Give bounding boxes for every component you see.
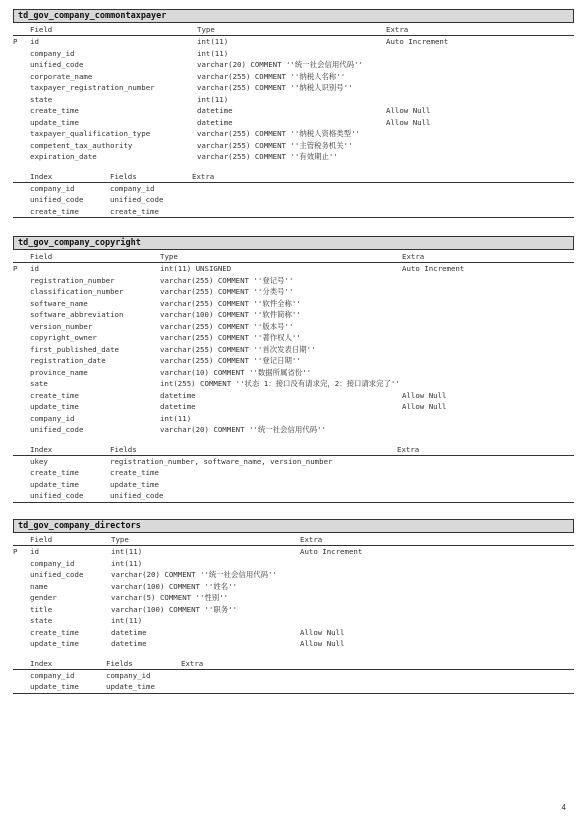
column-row: [13, 94, 574, 106]
column-field-name: province_name: [30, 367, 88, 377]
column-field-name: gender: [30, 593, 57, 602]
column-field-name: taxpayer_registration_number: [30, 83, 155, 92]
column-row: [13, 546, 574, 558]
column-extra: Allow Null: [402, 390, 447, 400]
index-row: [13, 490, 574, 502]
table-bottom-rule: [13, 693, 574, 694]
column-row: [13, 117, 574, 129]
column-type: datetime: [197, 117, 233, 127]
index-row: [13, 206, 574, 218]
index-fields: company_id: [106, 670, 151, 680]
table-title: td_gov_company_copyright: [13, 236, 574, 250]
column-field-name: state: [30, 616, 53, 625]
column-field-name: create_time: [30, 106, 79, 115]
column-field-name: create_time: [30, 627, 79, 637]
index-header-fields: Fields: [110, 444, 137, 454]
column-type: varchar(255) COMMENT ''分类号'': [160, 287, 294, 296]
primary-key-marker: P: [13, 37, 18, 46]
table-directors: [13, 519, 574, 694]
column-row: [13, 321, 574, 333]
column-row: [13, 390, 574, 402]
index-header-row: [13, 658, 574, 669]
column-field-name: update_time: [30, 639, 79, 648]
index-header-index: Index: [30, 444, 53, 454]
column-row: [13, 332, 574, 344]
column-field-name: classification_number: [30, 287, 124, 296]
column-extra: Allow Null: [386, 117, 431, 127]
column-row: [13, 424, 574, 436]
page-number: 4: [561, 803, 566, 812]
column-row: [13, 286, 574, 298]
column-header-field: Field: [30, 252, 53, 261]
column-field-name: registration_number: [30, 275, 115, 285]
column-field-name: expiration_date: [30, 152, 97, 161]
column-field-name: title: [30, 604, 53, 614]
column-row: [13, 105, 574, 117]
column-type: varchar(20) COMMENT ''统一社会信用代码'': [111, 570, 277, 579]
column-type: varchar(255) COMMENT ''软件全称'': [160, 298, 301, 308]
index-fields: create_time: [110, 468, 159, 477]
table-commontaxpayer: [13, 9, 574, 218]
column-type: int(11): [160, 413, 192, 423]
column-row: [13, 615, 574, 627]
column-field-name: update_time: [30, 402, 79, 411]
column-type: varchar(20) COMMENT ''统一社会信用代码'': [160, 425, 326, 434]
column-type: int(11): [197, 48, 229, 58]
column-type: varchar(255) COMMENT ''有效期止'': [197, 152, 338, 161]
index-header-row: [13, 171, 574, 182]
index-name: update_time: [30, 682, 79, 691]
column-row: [13, 309, 574, 321]
column-type: varchar(100) COMMENT ''软件简称'': [160, 310, 301, 319]
index-name: ukey: [30, 456, 48, 466]
column-row: [13, 275, 574, 287]
column-row: [13, 298, 574, 310]
table-bottom-rule: [13, 217, 574, 218]
column-extra: Auto Increment: [402, 264, 465, 273]
column-type: datetime: [197, 106, 233, 115]
column-field-name: unified_code: [30, 570, 84, 579]
column-header-type: Type: [160, 252, 178, 261]
column-field-name: company_id: [30, 558, 75, 568]
index-fields: registration_number, software_name, version_number: [110, 456, 333, 466]
column-field-name: create_time: [30, 390, 79, 400]
index-header-index: Index: [30, 171, 53, 181]
index-fields: company_id: [110, 183, 155, 193]
index-name: create_time: [30, 206, 79, 216]
column-type: varchar(5) COMMENT ''性别'': [111, 593, 229, 602]
index-fields: unified_code: [110, 195, 164, 204]
column-row: [13, 263, 574, 275]
column-type: int(11): [111, 616, 143, 625]
column-header-type: Type: [197, 25, 215, 34]
column-extra: Allow Null: [402, 402, 447, 411]
index-row: [13, 670, 574, 682]
column-type: int(11): [111, 547, 143, 556]
column-field-name: update_time: [30, 117, 79, 127]
column-header-row: [13, 251, 574, 262]
index-name: unified_code: [30, 491, 84, 500]
column-row: [13, 82, 574, 94]
column-row: [13, 627, 574, 639]
column-field-name: corporate_name: [30, 71, 93, 81]
column-field-name: unified_code: [30, 425, 84, 434]
column-field-name: state: [30, 94, 53, 104]
column-field-name: id: [30, 37, 39, 46]
column-type: int(11) UNSIGNED: [160, 264, 232, 273]
section-gap: [13, 436, 574, 443]
column-row: [13, 592, 574, 604]
index-header-fields: Fields: [110, 171, 137, 181]
column-row: [13, 36, 574, 48]
index-row: [13, 456, 574, 468]
column-header-type: Type: [111, 535, 129, 544]
index-header-fields: Fields: [106, 658, 133, 668]
column-row: [13, 48, 574, 60]
column-type: varchar(255) COMMENT ''纳税人资格类型'': [197, 129, 360, 138]
column-type: datetime: [160, 390, 196, 400]
index-fields: update_time: [110, 479, 159, 489]
column-type: varchar(255) COMMENT ''纳税人识别号'': [197, 83, 353, 92]
primary-key-marker: P: [13, 264, 18, 273]
column-type: varchar(255) COMMENT ''登记号'': [160, 275, 294, 285]
section-gap: [13, 650, 574, 657]
index-header-extra: Extra: [192, 171, 215, 181]
column-header-field: Field: [30, 535, 53, 544]
table-copyright: [13, 236, 574, 503]
column-extra: Auto Increment: [300, 547, 363, 556]
column-type: varchar(100) COMMENT ''姓名'': [111, 581, 238, 591]
column-header-extra: Extra: [300, 535, 323, 544]
index-header-index: Index: [30, 658, 53, 668]
column-type: varchar(100) COMMENT ''职务'': [111, 604, 238, 614]
column-header-extra: Extra: [386, 25, 409, 34]
index-name: unified_code: [30, 195, 84, 204]
column-row: [13, 344, 574, 356]
index-row: [13, 183, 574, 195]
index-name: update_time: [30, 479, 79, 489]
column-field-name: sate: [30, 379, 48, 388]
column-extra: Auto Increment: [386, 37, 449, 46]
column-row: [13, 128, 574, 140]
column-type: datetime: [111, 639, 147, 648]
column-row: [13, 151, 574, 163]
column-field-name: first_published_date: [30, 344, 119, 354]
column-field-name: version_number: [30, 321, 93, 331]
column-field-name: competent_tax_authority: [30, 140, 133, 150]
index-row: [13, 194, 574, 206]
column-field-name: registration_date: [30, 356, 106, 365]
column-row: [13, 378, 574, 390]
column-header-row: [13, 534, 574, 545]
column-extra: Allow Null: [300, 639, 345, 648]
index-header-extra: Extra: [397, 444, 420, 454]
column-row: [13, 401, 574, 413]
column-field-name: id: [30, 547, 39, 556]
column-row: [13, 413, 574, 425]
table-title: td_gov_company_commontaxpayer: [13, 9, 574, 23]
column-type: int(11): [111, 558, 143, 568]
column-type: varchar(255) COMMENT ''著作权人'': [160, 333, 301, 342]
column-field-name: software_abbreviation: [30, 310, 124, 319]
column-field-name: company_id: [30, 413, 75, 423]
index-fields: update_time: [106, 682, 155, 691]
column-field-name: company_id: [30, 48, 75, 58]
index-row: [13, 681, 574, 693]
column-extra: Allow Null: [300, 627, 345, 637]
table-title: td_gov_company_directors: [13, 519, 574, 533]
column-row: [13, 569, 574, 581]
index-row: [13, 479, 574, 491]
table-bottom-rule: [13, 502, 574, 503]
column-type: int(255) COMMENT ''状态 1：接口没有请求完，2：接口请求完了'': [160, 379, 400, 388]
column-type: int(11): [197, 94, 229, 104]
index-row: [13, 467, 574, 479]
column-type: datetime: [160, 402, 196, 411]
column-field-name: taxpayer_qualification_type: [30, 129, 151, 138]
column-extra: Allow Null: [386, 106, 431, 115]
column-row: [13, 140, 574, 152]
column-type: varchar(255) COMMENT ''版本号'': [160, 321, 294, 331]
column-type: varchar(255) COMMENT ''首次发表日期'': [160, 344, 316, 354]
column-type: varchar(255) COMMENT ''纳税人名称'': [197, 71, 346, 81]
index-name: company_id: [30, 670, 75, 680]
index-name: company_id: [30, 183, 75, 193]
column-field-name: software_name: [30, 298, 88, 308]
column-row: [13, 59, 574, 71]
column-field-name: name: [30, 581, 48, 591]
column-field-name: unified_code: [30, 60, 84, 69]
index-header-extra: Extra: [181, 658, 204, 668]
index-fields: create_time: [110, 206, 159, 216]
column-header-field: Field: [30, 25, 53, 34]
column-row: [13, 604, 574, 616]
column-row: [13, 581, 574, 593]
column-type: varchar(255) COMMENT ''登记日期'': [160, 356, 301, 365]
section-gap: [13, 163, 574, 170]
index-fields: unified_code: [110, 491, 164, 500]
column-field-name: copyright_owner: [30, 333, 97, 342]
column-row: [13, 367, 574, 379]
column-row: [13, 638, 574, 650]
column-type: int(11): [197, 37, 229, 46]
column-field-name: id: [30, 264, 39, 273]
primary-key-marker: P: [13, 547, 18, 556]
index-name: create_time: [30, 468, 79, 477]
column-type: datetime: [111, 627, 147, 637]
column-row: [13, 355, 574, 367]
index-header-row: [13, 444, 574, 455]
column-row: [13, 71, 574, 83]
column-row: [13, 558, 574, 570]
column-type: varchar(255) COMMENT ''主管税务机关'': [197, 140, 353, 150]
column-header-extra: Extra: [402, 252, 425, 261]
column-type: varchar(20) COMMENT ''统一社会信用代码'': [197, 60, 363, 69]
column-header-row: [13, 24, 574, 35]
column-type: varchar(10) COMMENT ''数据所属省份'': [160, 367, 312, 377]
